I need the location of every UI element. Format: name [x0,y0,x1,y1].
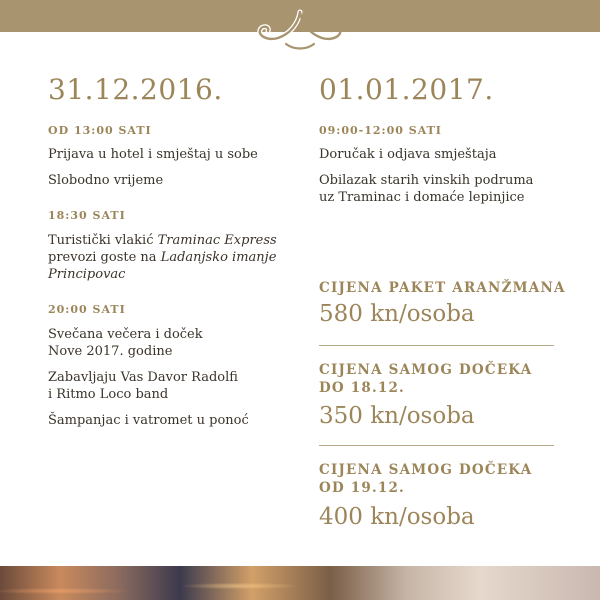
day1-item: Prijava u hotel i smještaj u sobe [48,147,258,162]
price-value: 580 kn/osoba [319,301,475,327]
price-title: CIJENA SAMOG DOČEKA [319,462,533,478]
day1-text: prevozi goste na [48,250,157,265]
day1-time-1: OD 13:00 SATI [48,124,152,137]
day1-date: 31.12.2016. [48,73,223,106]
day1-item: i Ritmo Loco band [48,387,169,402]
day1-item: Nove 2017. godine [48,344,173,359]
day1-item: Svečana večera i doček [48,327,203,342]
divider [319,345,554,346]
day2-item: uz Traminac i domaće lepinjice [319,190,525,205]
day1-item: Zabavljaju Vas Davor Radolfi [48,370,238,385]
day1-time-2: 18:30 SATI [48,209,126,222]
day1-item: Principovac [48,267,126,282]
price-subtitle: DO 18.12. [319,380,405,396]
day1-text: Turistički vlakić [48,233,154,248]
day2-item: Obilazak starih vinskih podruma [319,173,534,188]
celebration-photo-glow [0,566,600,600]
day1-item [48,249,276,266]
day1-item [48,232,277,249]
price-value: 350 kn/osoba [319,403,475,429]
price-subtitle: OD 19.12. [319,480,405,496]
day1-time-3: 20:00 SATI [48,303,126,316]
flourish-ornament-icon [250,6,350,54]
price-value: 400 kn/osoba [319,504,475,530]
day1-item: Šampanjac i vatromet u ponoć [48,413,249,428]
price-title: CIJENA SAMOG DOČEKA [319,362,533,378]
day1-item: Slobodno vrijeme [48,173,164,188]
day1-text-italic: Ladanjsko imanje [160,250,277,265]
price-title: CIJENA PAKET ARANŽMANA [319,280,566,296]
day2-date: 01.01.2017. [319,73,494,106]
day1-text-italic: Traminac Express [157,233,277,248]
day2-time: 09:00-12:00 SATI [319,124,442,137]
day2-item: Doručak i odjava smještaja [319,147,497,162]
divider [319,445,554,446]
